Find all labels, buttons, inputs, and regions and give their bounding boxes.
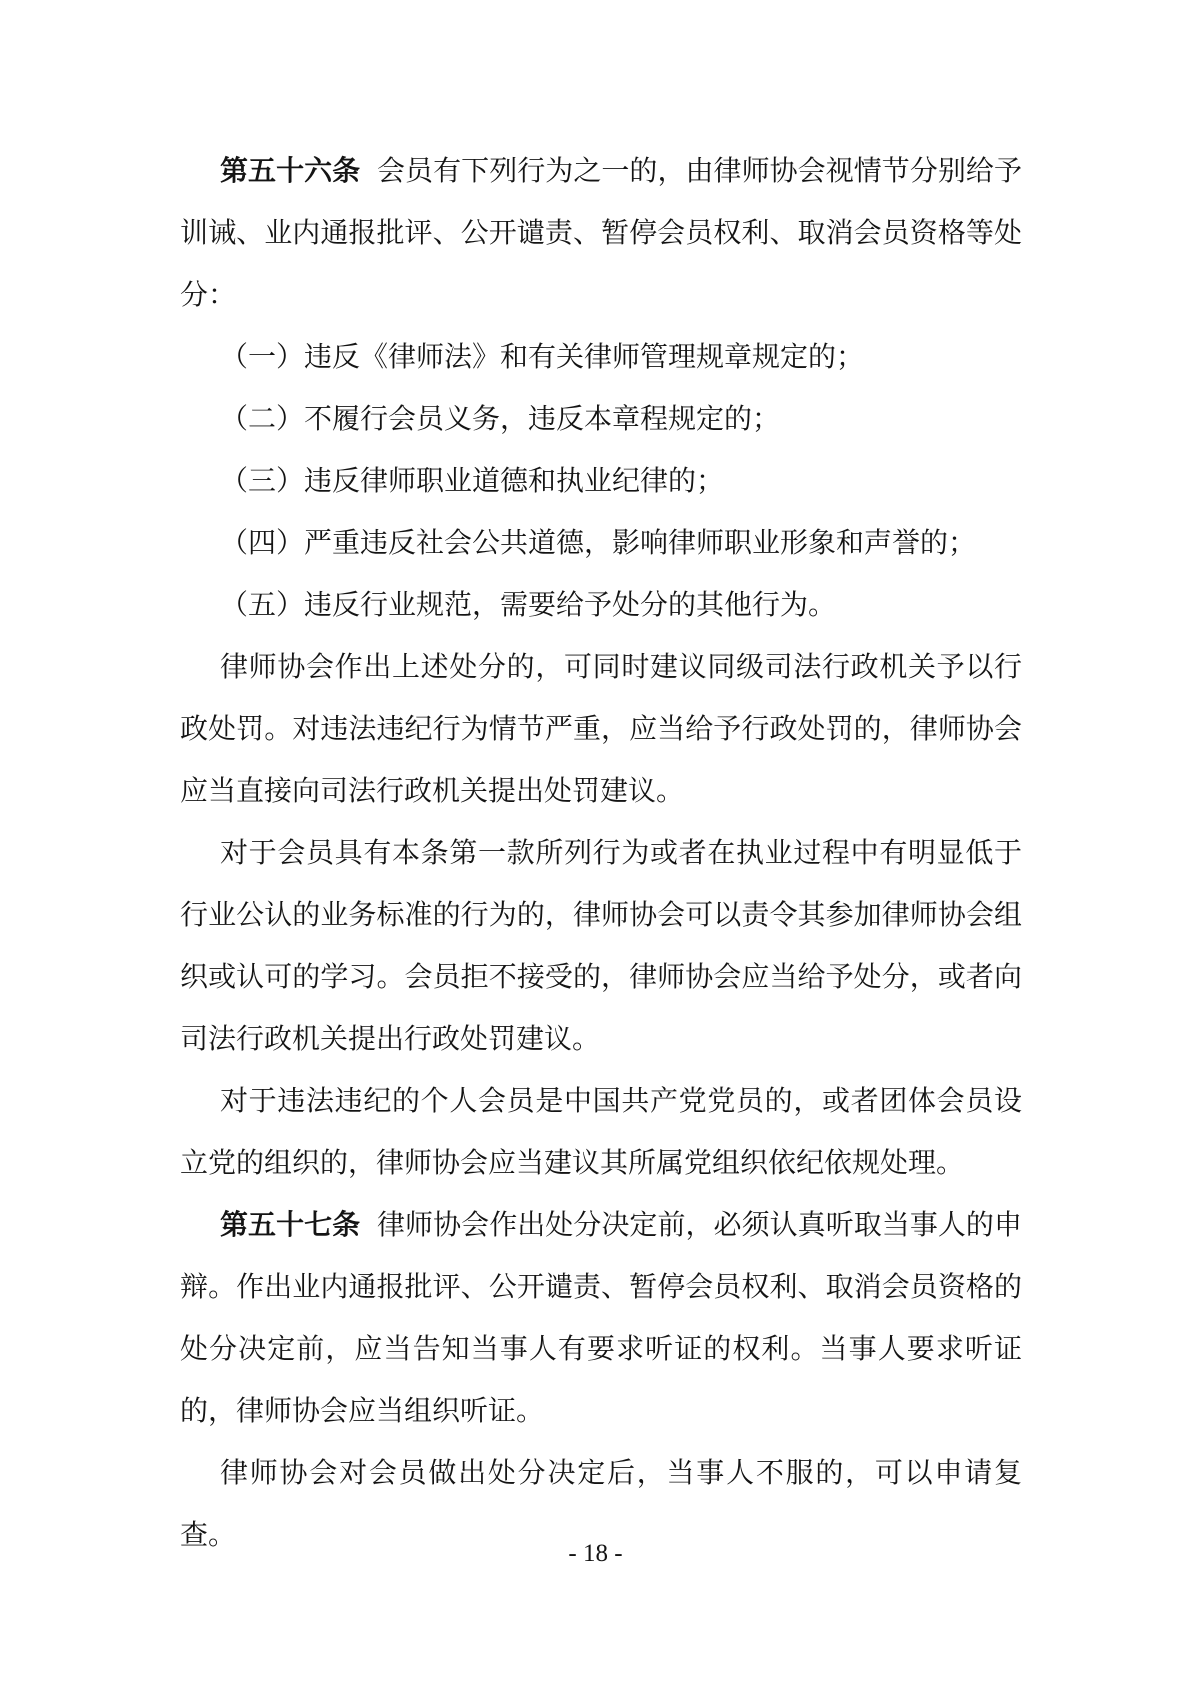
article-57-paragraph <box>180 1195 1022 1443</box>
article-56-text: 会员有下列行为之一的，由律师协会视情节分别给予训诫、业内通报批评、公开谴责、暂停会员权利、取消会员资格等处分： <box>180 156 1022 311</box>
article-56-paragraph <box>180 141 1022 327</box>
article-57-text: 律师协会作出处分决定前，必须认真听取当事人的申辩。作出业内通报批评、公开谴责、暂停会员权利、取消会员资格的处分决定前，应当告知当事人有要求听证的权利。当事人要求听证的，律师协会应当组织听证。 <box>180 1210 1022 1427</box>
list-item-2: （二）不履行会员义务，违反本章程规定的； <box>220 404 781 435</box>
list-item-3: （三）违反律师职业道德和执业纪律的； <box>220 466 725 497</box>
article-57-heading: 第五十七条 <box>220 1210 361 1241</box>
page-number: - 18 - <box>568 1540 623 1567</box>
paragraph-review-request: 律师协会对会员做出处分决定后，当事人不服的，可以申请复查。 <box>180 1458 1022 1551</box>
list-item-1: （一）违反《律师法》和有关律师管理规章规定的； <box>220 342 865 373</box>
list-item-4: （四）严重违反社会公共道德，影响律师职业形象和声誉的； <box>220 528 977 559</box>
paragraph-sanction-suggestion: 律师协会作出上述处分的，可同时建议同级司法行政机关予以行政处罚。对违法违纪行为情节严重，应当给予行政处罚的，律师协会应当直接向司法行政机关提出处罚建议。 <box>180 652 1022 807</box>
article-56-heading: 第五十六条 <box>220 156 361 187</box>
document-body <box>180 141 1022 1567</box>
paragraph-party-discipline: 对于违法违纪的个人会员是中国共产党党员的，或者团体会员设立党的组织的，律师协会应当建议其所属党组织依纪依规处理。 <box>180 1086 1022 1179</box>
paragraph-training-requirement: 对于会员具有本条第一款所列行为或者在执业过程中有明显低于行业公认的业务标准的行为的，律师协会可以责令其参加律师协会组织或认可的学习。会员拒不接受的，律师协会应当给予处分，或者向司法行政机关提出行政处罚建议。 <box>180 838 1022 1055</box>
list-item-5: （五）违反行业规范，需要给予处分的其他行为。 <box>220 590 837 621</box>
